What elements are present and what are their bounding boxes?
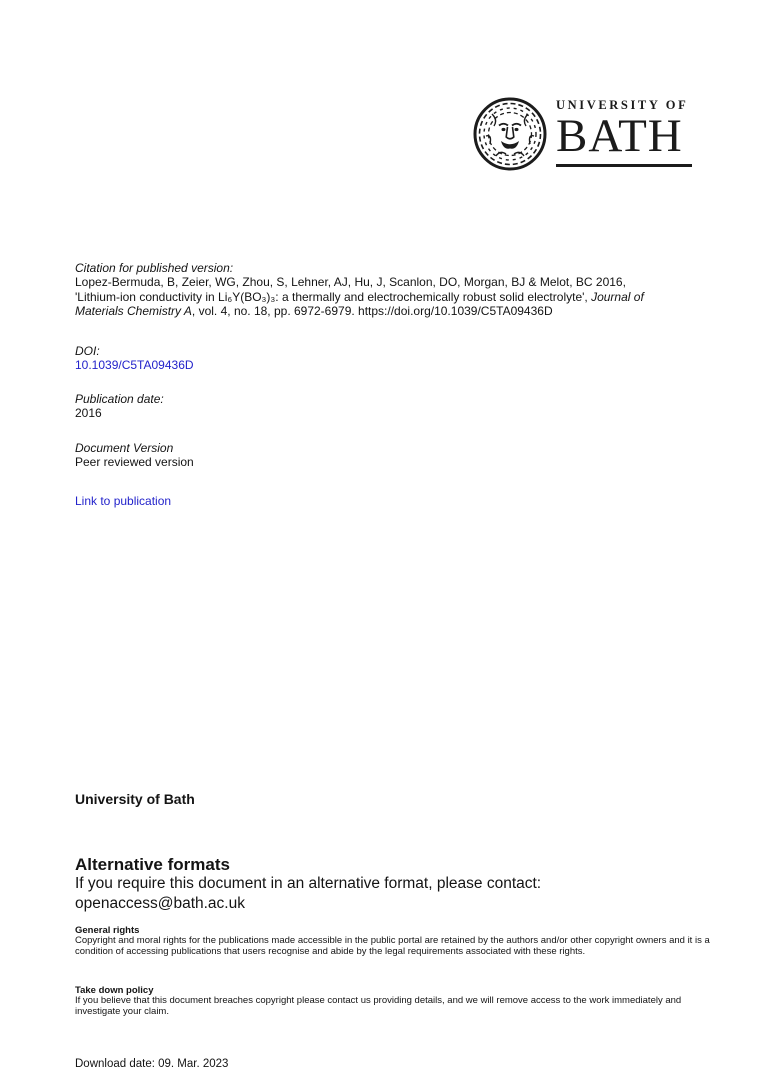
logo-university-of-text: UNIVERSITY OF <box>556 98 689 112</box>
citation-journal-part1: Journal of <box>591 289 644 304</box>
doi-label: DOI: <box>75 344 100 358</box>
link-to-publication-row <box>75 494 171 508</box>
citation-block <box>75 261 720 319</box>
citation-authors: Lopez-Bermuda, B, Zeier, WG, Zhou, S, Lehner, AJ, Hu, J, Scanlon, DO, Morgan, BJ & Melot, BC 2016, <box>75 275 626 290</box>
doi-field <box>75 344 194 372</box>
general-rights-heading: General rights <box>75 925 140 936</box>
alternative-formats-email: openaccess@bath.ac.uk <box>75 894 245 912</box>
alternative-formats-heading: Alternative formats <box>75 855 230 874</box>
logo-bath-text: BATH <box>556 110 683 162</box>
download-date: Download date: 09. Mar. 2023 <box>75 1058 229 1070</box>
document-version-field <box>75 441 194 469</box>
take-down-policy-heading: Take down policy <box>75 985 154 996</box>
publication-date-value: 2016 <box>75 406 102 421</box>
general-rights-section <box>75 926 727 957</box>
alternative-formats-section <box>75 855 715 914</box>
bath-sulis-medallion-icon <box>472 96 548 172</box>
publication-date-field <box>75 392 164 420</box>
link-to-publication[interactable]: Link to publication <box>75 494 172 508</box>
general-rights-body: Copyright and moral rights for the publications made accessible in the public portal are retained by the authors and/or other copyright owners and it is a condition of accessing publications that users recognise and abide by the legal requirements associated with these rights. <box>75 935 710 957</box>
take-down-policy-body: If you believe that this document breaches copyright please contact us providing details, and we will remove access to the work immediately and investigate your claim. <box>75 995 682 1017</box>
citation-journal-part2: Materials Chemistry A <box>75 304 192 319</box>
citation-label: Citation for published version: <box>75 261 234 275</box>
alternative-formats-text: If you require this document in an alternative format, please contact: <box>75 875 542 892</box>
citation-line-authors <box>75 275 720 289</box>
logo-wordmark <box>556 96 692 167</box>
publication-date-label: Publication date: <box>75 392 164 406</box>
logo-underline <box>556 164 692 167</box>
citation-line-journal <box>75 304 720 318</box>
doi-link[interactable]: 10.1039/C5TA09436D <box>75 358 194 373</box>
citation-line-title <box>75 290 720 304</box>
take-down-policy-section <box>75 986 727 1017</box>
university-of-bath-logo <box>472 96 692 172</box>
citation-title: 'Lithium-ion conductivity in Li₆Y(BO₃)₃: a thermally and electrochemically robust solid electrolyte', <box>75 289 592 304</box>
university-heading: University of Bath <box>75 791 195 807</box>
citation-volume-doi: , vol. 4, no. 18, pp. 6972-6979. https://doi.org/10.1039/C5TA09436D <box>191 304 553 319</box>
document-version-value: Peer reviewed version <box>75 455 194 470</box>
document-version-label: Document Version <box>75 441 174 455</box>
